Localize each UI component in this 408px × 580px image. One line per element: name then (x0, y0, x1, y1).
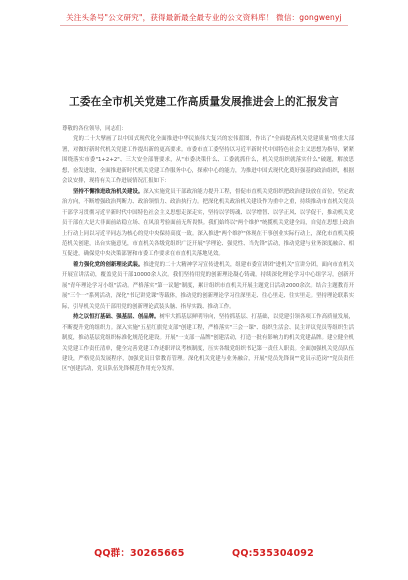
paragraph (62, 260, 354, 312)
document-body (62, 124, 354, 375)
qq-label: QQ:535304092 (232, 548, 314, 559)
paragraph-lead: 持之以恒打基础、强基层、创品牌。 (73, 314, 160, 321)
paragraph-text: 推进党的二十大精神学习宣传进机关，组建市委宣讲团"进机关"宣讲分团，面向市直机关开展宣讲活动，覆盖党员干部10000余人次。我们坚持用党的创新理论凝心铸魂，持续深化理论学习中心组学习，创新开展"青年理论学习小组"活动。严格落实"第一议题"制度，累计组织市直机关开展主题党日活动2000余次。结合主题教育开展"三个一"系列活动，深化"书记讲党课"等载体，推动党的创新理论学习往深里走、往心里走、往实里走。坚持理论联系实际，引导机关党员干部用党的创新理论武装头脑、指导实践、推动工作。 (62, 261, 354, 310)
paragraph (62, 187, 354, 260)
document-title: 工委在全市机关党建工作高质量发展推进会上的汇报发言 (69, 96, 339, 108)
paragraph-text: 树牢大抓基层鲜明导向，坚持抓基层、打基础，以党建引领各项工作高质量发展，不断提升党的组织力。深入实施"五星红旗党支部"创建工程，严格落实"三会一课"、组织生活会、民主评议党员等组织生活制度，推动基层党组织标准化规范化建设。开展"一支部一品牌"创建活动，打造一批有影响力的机关党建品牌。建立健全机关党建工作责任清单，健全完善党建工作述职评议考核制度，压实各级党组织书记第一责任人职责。全面加强机关党员队伍建设，严格党员发展程序，加强党员日常教育管理。深化机关党建与业务融合，开展"党员先锋岗""党员示范岗""党员责任区"创建活动，党员队伍先锋模范作用充分发挥。 (62, 314, 354, 373)
paragraph-text: 党的二十大擘画了以中国式现代化全面推进中华民族伟大复兴的宏伟蓝图，作出了"全面提高机关党建质量"的重大部署，对做好新时代机关党建工作提出新的更高要求。市委市直工委坚持以习近平新时代中国特色社会主义思想为指导，紧紧围绕落实市委"1+2+2"、三大安全部署要求，从"市委决策什么、工委就抓什么，机关党组织就落实什么"破题，解放思想，奋发进取，全面推进新时代机关党建工作服务中心，探索中心的能力，为推进中国式现代化奠好强基的政治组织，根据会议安排，现将有关工作进展情况汇报如下： (62, 136, 354, 185)
promo-banner-text: 关注头条号"公文研究"，获得最新最全最专业的公文资料库！ 微信：gongwenyj (60, 12, 348, 26)
paragraph-lead: 着力强化党的创新理论武装。 (73, 261, 144, 268)
promo-banner (0, 0, 408, 38)
contact-footer (0, 545, 408, 559)
paragraph-lead: 坚持不懈推进政治机关建设。 (73, 188, 144, 195)
greeting: 尊敬的各位领导，同志们： (62, 126, 127, 132)
paragraph (62, 312, 354, 375)
qq-group-label: QQ群：30265665 (94, 548, 185, 559)
paragraph-text: 深入实施党员干部政治能力提升工程，督促市直机关党组织把政治建设放在首位，坚定政治方向，不断增强政治判断力、政治领悟力、政治执行力。把深化机关政治机关建设作为重中之重，持续推动市直机关党员干部学习贯彻习近平新时代中国特色社会主义思想走深走实，坚持以学铸魂、以学增智、以学正风、以学促干，推动机关党员干部在大是大非面前站稳立场、在风浪考验面前无所畏惧。我们始终以"两个维护"统揽机关党建全局，自觉在思想上政治上行动上同以习近平同志为核心的党中央保持高度一致。深入推进"两个维护"体现在干事创业实际行动上，深化市直机关模范机关创建，出台实施意见，市直机关各级党组织广泛开展"学理论、强党性、当先锋"活动，推动党建与业务深度融合、相互促进，确保党中央决策部署和市委工作要求在市直机关落地见效。 (62, 188, 354, 258)
paragraph (62, 134, 354, 186)
